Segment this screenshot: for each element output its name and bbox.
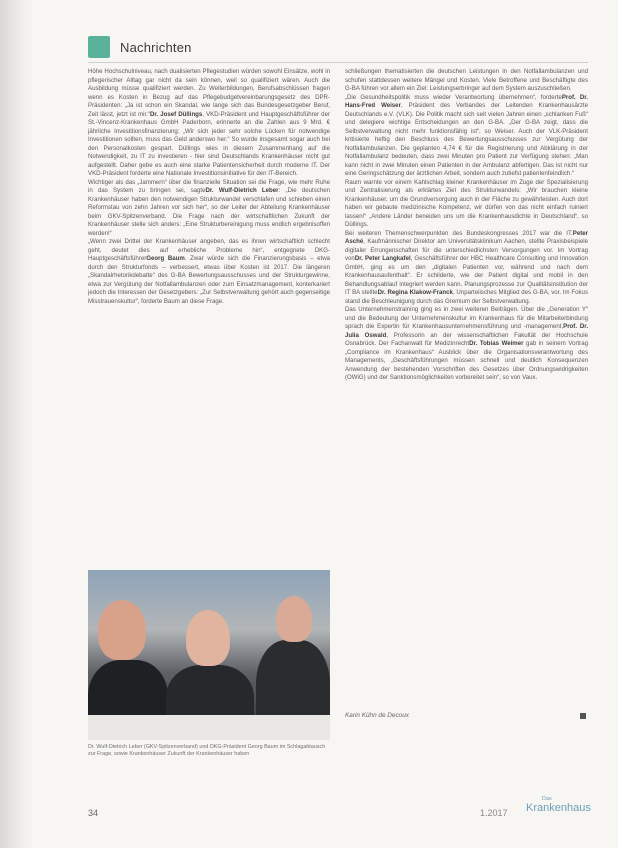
person-name: Dr. Peter Langkafel bbox=[354, 255, 411, 262]
paragraph-text: : „Die deutschen Krankenhäuser haben den notwendigen Strukturwandel verschlafen und schieben einen Reformstau von zehn Jahren vor sich her“, so der Leiter der Abteilung Krankenhäuser beim GKV-Spitzenverband. Die Frage nach der wirtschaftlichen Zukunft der Krankenhäuser stelle sich anders: „Eine Strukturbereinigung muss endlich ergebnisoffen werden!“ bbox=[88, 187, 330, 237]
paragraph-text: schließungen thematisierten die deutschen Leistungen in den Notfallambulanzen und schufen stattdessen weitere Mängel und Kosten. Viele Betroffene und Beschäftigte des G-BA führen vor allem ein Ziel: Leistungserbringer auf dem System auszuschließen. bbox=[345, 68, 588, 92]
paragraph-text: . Zwar würde sich die Finanzierungsbasis – etwa durch den Strukturfonds – verbessert, etwas über Kosten ist 2017. Die längeren „Skandalrhetorikdebatte“ des G-BA Bewertungsausschusses und der Strukturgewinne, etwa zur Vergütung der Notfallambulanzen oder zum Einsatzmanagement, konterkariert jedoch die Interessen der Gesetzgebers: „Zur Selbstverwaltung gehört auch gegenseitige Misstrauenskultur“, forderte Baum an diese Frage. bbox=[88, 255, 330, 305]
paragraph-text: Wichtiger als das „Jammern“ über die finanzielle Situation sei die Frage, wie mehr Ruhe in das System zu bringen sei, sagte bbox=[88, 178, 330, 194]
header-rule bbox=[88, 62, 588, 63]
paragraph-text: Raum warnte vor einem Kahlschlag kleiner Krankenhäuser im Zuge der Spezialisierung und Zentralisierung als erklärtes Ziel des Strukturwandels: „Wir brauchen kleine Krankenhäuser, um die Grundversorgung auch in der Fläche zu gewährleisten. Auch dort haben wir gebaute medizinische Kompetenz, wir dürfen von das nicht einfach ruiniert lassen!“ „Andere Länder beneiden uns um die Krankenhausdichte in Deutschland“, so Düllings. bbox=[345, 178, 588, 228]
person-name: Prof. Dr. Hans-Fred Weiser bbox=[345, 93, 588, 109]
paragraph-text: Höhe Hochschulniveau, nach dualisierten Pflegestudien würden sowohl Einsätze, wohl in pflegerischer Alltag gar nicht da sein können, weil so qualifiziert wären. Auch die Ausbildung müsse qualifiziert werden. Zu Weiterbildungen, Berufsabschlüssen fragen wenn es Kosten in Bezug auf das Pflegebudgetvereinbarungsgesetz des DPR-Präsidenten: „Ja ist schon ein Skandal, wie lange sich das Bundesgesetzgeber Beruf, Zeit lässt, jetzt ist mir.“ bbox=[88, 68, 330, 118]
body-paragraph bbox=[345, 68, 588, 94]
paragraph-text: „Wenn zwei Drittel der Krankenhäuser angeben, das es ihnen wirtschaftlich schlecht geht, deutet dies auf erhebliche Probleme hin“, entgegnete DKG-Hauptgeschäftsführer bbox=[88, 238, 330, 262]
article-end-mark bbox=[580, 713, 586, 719]
body-paragraph bbox=[345, 94, 588, 179]
person-name: Dr. Wulf-Dietrich Leber bbox=[205, 187, 279, 194]
page-fold-shadow bbox=[0, 0, 34, 848]
author-byline: Karin Kühn de Decoux bbox=[345, 712, 409, 719]
body-paragraph bbox=[88, 238, 330, 306]
photo-table bbox=[88, 715, 330, 740]
section-title: Nachrichten bbox=[120, 39, 192, 55]
body-paragraph bbox=[88, 68, 330, 179]
paragraph-text: , VKD-Präsident und Hauptgeschäftsführer der St.-Vincenz-Krankenhaus GmbH Paderborn, erinnerte an die Zahlen aus 9 Mrd. € jährliche Investitionsfinanzierung: „Wir sich jeder sehr solche Lücken für notwendige Investitionen sollten, muss das Geld anderswo her.“ So wurde insgesamt sogar auch bei den Personalkosten gespart. Düllings wies in diesem Zusammenhang auf die Notwendigkeit, zu IT zu investieren - hier sind Deutschlands Krankenhäuser nicht gut aufgestellt. Daher gebe es auch eine starke Patientensicherheit durch moderne IT. Der VKD-Präsident forderte eine Nationale Investitionsinitiative für den IT-Bereich. bbox=[88, 110, 330, 177]
body-paragraph bbox=[345, 179, 588, 230]
paragraph-text: „Die Gesundheitspolitik muss wieder Verantwortung übernehmen“, forderte bbox=[345, 93, 562, 101]
paragraph-text: , Professorin an der wissenschaftlichen Fakultät der Hochschule Osnabrück. Der Fachanwalt für Medizinrecht bbox=[345, 331, 588, 347]
photo-person-right-head bbox=[276, 596, 312, 642]
person-name: Dr. Tobias Weimer bbox=[469, 340, 524, 347]
photo-person-left-head bbox=[98, 600, 146, 660]
person-name: Peter Asché bbox=[345, 229, 588, 245]
magazine-logo bbox=[526, 796, 591, 814]
paragraph-text: Das Unternehmenstraining ging es in zwei weiteren Beiträgen. Über die „Generation Y“ und die Bedeutung der Unternehmenskultur im Krankenhaus für die Mitarbeiterbindung sprach die Expertin für Krankenhausunternehmensführung und -management, bbox=[345, 306, 588, 330]
body-paragraph bbox=[345, 230, 588, 307]
left-text-column bbox=[88, 68, 330, 568]
paragraph-text: , Kaufmännischer Direktor am Universitätsklinikum Aachen, stellte Praxisbeispiele digitaler Errungenschaften für die unterschiedlichsten Versorgungen vor. Im Vortrag von bbox=[345, 238, 588, 262]
paragraph-text: , Präsident des Verbandes der Leitenden Krankenhausärzte Deutschlands e.V. (VLK). Die Politik macht sich seit vielen Jahren einen „schlanken Fuß“ und delegiere wichtige Entscheidungen an den G-BA. „Der G-BA zeigt, dass die Selbstverwaltung nicht mehr funktionsfähig ist“, so Weiser. Auch der VLK-Präsident kritisierte heftig den Beschluss des Bewertungsausschusses zur Vergütung der Notfallambulanzen. Die geplanten 4,74 € für die Registrierung und Abklärung in der Notfallambulanz bedeuten, dass zwei Minuten pro Patient zur Verfügung stehen: „Man kann nicht in zwei Minuten einen Patienten in der Ambulanz abfertigen. Das ist nicht nur eine Geringschätzung der ärztlichen Arbeit, sondern auch zutiefst patientenfeindlich.“ bbox=[345, 102, 588, 177]
paragraph-text: , Unparteiisches Mitglied des G-BA, vor. Im Fokus stand die Beschleunigung durch das Gremium der Selbstverwaltung. bbox=[345, 289, 588, 305]
person-name: Dr. Josef Düllings bbox=[149, 110, 203, 118]
body-paragraph bbox=[345, 306, 588, 383]
logo-small-text: Das bbox=[542, 796, 552, 802]
event-photo bbox=[88, 570, 330, 740]
right-text-column bbox=[345, 68, 588, 708]
photo-caption: Dr. Wulf-Dietrich Leber (GKV-Spitzenverband) und DKG-Präsident Georg Baum im Schlagabtausch zur Frage, sowie Krankenhäuser Zukunft der Krankenhäuser haben bbox=[88, 744, 326, 757]
logo-big-text: Krankenhaus bbox=[526, 802, 591, 814]
person-name: Prof. Dr. Julia Oswald bbox=[345, 323, 588, 339]
paragraph-text: , Geschäftsführer der HBC Healthcare Consulting und Innovation GmbH, ging es um den „digitalen Patienten vor, während und nach dem Krankenhausaufenthalt“. Er schilderte, wie der Patient digital und mobil in den Behandlungsablauf integriert werden kann. Planungsprozesse zur Qualitätsinstitution der IT BA stellte bbox=[345, 255, 588, 296]
section-header bbox=[88, 34, 192, 60]
person-name: Georg Baum bbox=[146, 255, 185, 262]
page-number: 34 bbox=[88, 808, 99, 818]
person-name: Dr. Regina Klakow-Franck bbox=[377, 289, 453, 296]
photo-person-center-head bbox=[186, 610, 230, 666]
paragraph-text: Bei weiteren Themenschwerpunkten des Bundeskongresses 2017 war die IT. bbox=[345, 229, 573, 237]
body-paragraph bbox=[88, 179, 330, 239]
section-color-badge bbox=[88, 36, 110, 58]
issue-number: 1.2017 bbox=[480, 808, 508, 818]
paragraph-text: gab in seinem Vortrag „Compliance im Krankenhaus“ Ausblick über die Organisationsverantwortung des Managements, „Geschäftsführungen müssen schnell und deutlich Konsequenzen Anwendung der bestehenden Vorschriften des Gesetzes über Ordnungswidrigkeiten (OWiG) und der Sanktionsmöglichkeiten vorbereitet sein“, so von Vaux. bbox=[345, 340, 588, 381]
